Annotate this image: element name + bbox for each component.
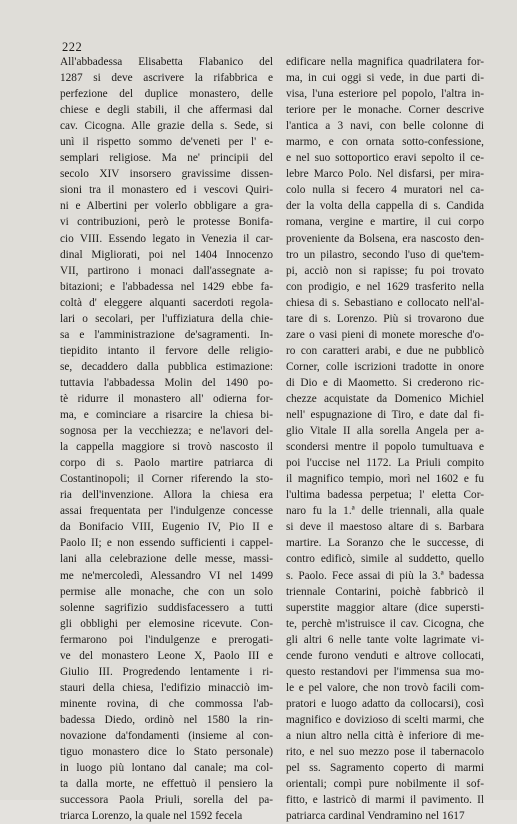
text-line: VII, partirono i monaci dall'assegnate a-: [60, 264, 273, 277]
text-line: proveniente da Bolsena, era nascosto den-: [286, 232, 484, 245]
text-line: da Bonifacio VIII, Eugenio IV, Pio II e: [60, 521, 273, 534]
text-line: cio VIII. Essendo legato in Venezia il car-: [60, 232, 273, 245]
text-line: tè ridurre il monastero all' odierna for-: [60, 392, 273, 405]
text-line: Giulio III. Progredendo lentamente i ri-: [60, 665, 273, 678]
text-line: l'ultima badessa perpetua; l' eletta Cor-: [286, 489, 484, 502]
text-line: se, decaddero dalla pubblica estimazione:: [60, 360, 273, 373]
text-line: superstite maggior altare (dice supersti-: [286, 601, 484, 614]
text-line: dinal Migliorati, poi nel 1404 Innocenzo: [60, 248, 273, 261]
text-line: s. Paolo. Fece assai di più la 3.ª badessa: [286, 569, 484, 582]
text-line: magnifico e dovizioso di scelti marmi, che: [286, 713, 484, 726]
text-line: il magnifico tempio, morì nel 1602 e fu: [286, 473, 484, 486]
text-line: ma, e cominciare a risarcire la chiesa bi-: [60, 409, 273, 422]
text-line: Costantinopoli; il Corner riferendo la sto-: [60, 473, 273, 486]
text-line: naro fu la 1.ª delle triennali, alla quale: [286, 505, 484, 518]
text-line: martire. La Soranzo che le successe, di: [286, 537, 484, 550]
text-line: cende furono venduti e altrove collocati,: [286, 649, 484, 662]
text-line: ni e Albertini per volerlo obbligare a gra-: [60, 200, 273, 213]
text-line: questo restandovi per l'immensa sua mo-: [286, 665, 484, 678]
text-line: bitazioni; e l'abbadessa nel 1429 ebbe fa-: [60, 280, 273, 293]
text-line: patriarca cardinal Vendramino nel 1617: [286, 810, 465, 823]
text-line: triennale Contarini, poichè fabbricò il: [286, 585, 484, 598]
page-number: 222: [62, 40, 83, 54]
text-line: unì il rispetto sommo de'veneti per l' e-: [60, 136, 273, 149]
text-line: contro edificò, simile al suddetto, quello: [286, 553, 484, 566]
text-line: fermarono poi l'indulgenze e prerogati-: [60, 633, 273, 646]
text-line: solenne sagrifizio suddisfacessero a tutti: [60, 601, 273, 614]
text-line: edificare nella magnifica quadrilatera for-: [286, 56, 484, 68]
text-line: lebre Marco Polo. Nel disfarsi, per mira-: [286, 168, 484, 181]
text-line: Corner, colle iscrizioni tradotte in onore: [286, 360, 484, 373]
text-line: e nel suo sottoportico eravi sepolto il ce-: [286, 152, 484, 165]
text-line: gli obblighi per elemosine ricevute. Con-: [60, 617, 273, 630]
text-line: stauri della chiesa, l'edifizio minacciò im-: [60, 681, 273, 694]
text-line: colo nulla si fecero 4 muratori nel ca-: [286, 184, 484, 197]
text-line: successora Paola Priuli, sorella del pa-: [60, 794, 273, 807]
text-line: marmo, e con ornata sotto-confessione,: [286, 136, 484, 149]
text-line: rito, e nel suo mezzo pose il tabernacolo: [286, 746, 484, 759]
text-line: la cappella maggiore si trovò nascosto il: [60, 441, 273, 454]
text-line: der la volta della cappella di s. Candida: [286, 200, 484, 213]
text-line: zare o vasi pieni di monete moresche d'o-: [286, 328, 484, 341]
text-line: scondersi mentre il popolo tumultuava e: [286, 441, 484, 454]
text-line: romana, vergine e martire, il cui corpo: [286, 216, 484, 229]
text-line: Paolo II; e non essendo sufficienti i cappel-: [60, 537, 273, 550]
text-line: di Dio e di Maometto. Si crederono ric-: [286, 376, 484, 389]
text-line: minente rovina, di che commossa l'ab-: [60, 697, 273, 710]
left-text-column: [60, 54, 273, 824]
text-line: lani alla celebrazione delle messe, massi-: [60, 553, 273, 566]
text-line: te, perchè m'istruisce il cav. Cicogna, che: [286, 617, 484, 630]
text-line: con prodigio, e nel 1629 trasferito nella: [286, 280, 484, 293]
text-line: si deve il maestoso altare di s. Barbara: [286, 521, 484, 534]
text-line: pratori e luogo adatto da collocarsi), così: [286, 697, 484, 710]
text-line: le e pel valore, che non trovò facili com-: [286, 681, 484, 694]
text-line: in luogo più lontano dal canale; ma col-: [60, 762, 273, 775]
text-line: corpo di s. Paolo martire patriarca di: [60, 457, 273, 470]
text-line: All'abbadessa Elisabetta Flabanico del: [60, 56, 273, 68]
text-line: lari o secolari, per l'uffiziatura della chie-: [60, 312, 273, 325]
text-line: gli altri 6 nelle tante volte lagrimate vi-: [286, 633, 484, 646]
text-line: teriore per le monache. Corner descrive: [286, 104, 484, 117]
text-line: nell' espugnazione di Tiro, e date dal fi-: [286, 409, 484, 422]
text-line: 1287 si deve ascrivere la rifabbrica e: [60, 72, 273, 85]
text-line: l'antica a 3 navi, con belle colonne di: [286, 120, 484, 133]
text-line: secolo XIV insorsero gravissime dissen-: [60, 168, 273, 181]
text-line: tuttavia l'abbadessa Molin del 1490 po-: [60, 376, 273, 389]
text-line: glio Vitale II alla sorella Angela per a-: [286, 425, 484, 438]
text-line: pi, acciò non si rapisse; fu poi trovato: [286, 264, 484, 277]
text-line: chiesa di s. Sebastiano e collocato nell'al-: [286, 296, 484, 309]
text-line: tro un pilastro, secondo l'uso di que'tem-: [286, 248, 484, 261]
text-line: ta dalla morte, ne effettuò il pensiero la: [60, 778, 273, 791]
text-line: sa e l'amministrazione de'sagramenti. In-: [60, 328, 273, 341]
text-line: perfezione del duplice monastero, delle: [60, 88, 273, 101]
text-line: semplari religiose. Ma ne' principii del: [60, 152, 273, 165]
text-line: badessa Diedo, ordinò nel 1580 la rin-: [60, 713, 273, 726]
text-line: ria dell'invenzione. Allora la chiesa era: [60, 489, 273, 502]
text-line: poi l'uccise nel 1172. La Priuli compito: [286, 457, 484, 470]
text-line: chiese e degli stabili, il che affermasi dal: [60, 104, 273, 117]
text-line: triarca Lorenzo, la quale nel 1592 fecela: [60, 810, 243, 823]
text-line: visa, l'una esteriore pel popolo, l'altra in-: [286, 88, 484, 101]
text-line: chezze acquistate da Domenico Michiel: [286, 392, 484, 405]
text-line: cav. Cicogna. Alle grazie della s. Sede, si: [60, 120, 273, 133]
text-line: novazione da'fondamenti (insieme al con-: [60, 729, 273, 742]
right-text-column: [286, 54, 484, 824]
text-line: ve del monastero Leone X, Paolo III e: [60, 649, 273, 662]
text-line: tare di s. Lorenzo. Più si trovarono due: [286, 312, 484, 325]
text-line: sioni tra il monastero ed i vescovi Quiri-: [60, 184, 273, 197]
text-line: assai frequentata per l'indulgenze concesse: [60, 505, 273, 518]
text-line: fitto, e lastricò di marmi il pavimento. Il: [286, 794, 484, 807]
text-line: orientali; compì pure nobilmente il sof-: [286, 778, 484, 791]
text-line: ma, in cui oggi si vede, in due parti di-: [286, 72, 484, 85]
text-line: sognosa per la vecchiezza; e ne'lavori del-: [60, 425, 273, 438]
text-line: tiguo monastero dice lo Stato personale): [60, 746, 273, 759]
text-line: ro con caratteri arabi, e due ne pubblicò: [286, 344, 484, 357]
text-line: vi contribuzioni, però le protesse Bonifa-: [60, 216, 273, 229]
text-line: permise alle monache, che con un solo: [60, 585, 273, 598]
text-line: pel ss. Sagramento coperto di marmi: [286, 762, 484, 775]
text-line: me ne'mercoledì, Alessandro VI nel 1499: [60, 569, 273, 582]
text-line: tiepidito intanto il fervore delle religio-: [60, 344, 273, 357]
text-line: a niun altro nella città è inferiore di me-: [286, 729, 484, 742]
text-line: coltà d' eleggere alquanti sacerdoti regola-: [60, 296, 273, 309]
